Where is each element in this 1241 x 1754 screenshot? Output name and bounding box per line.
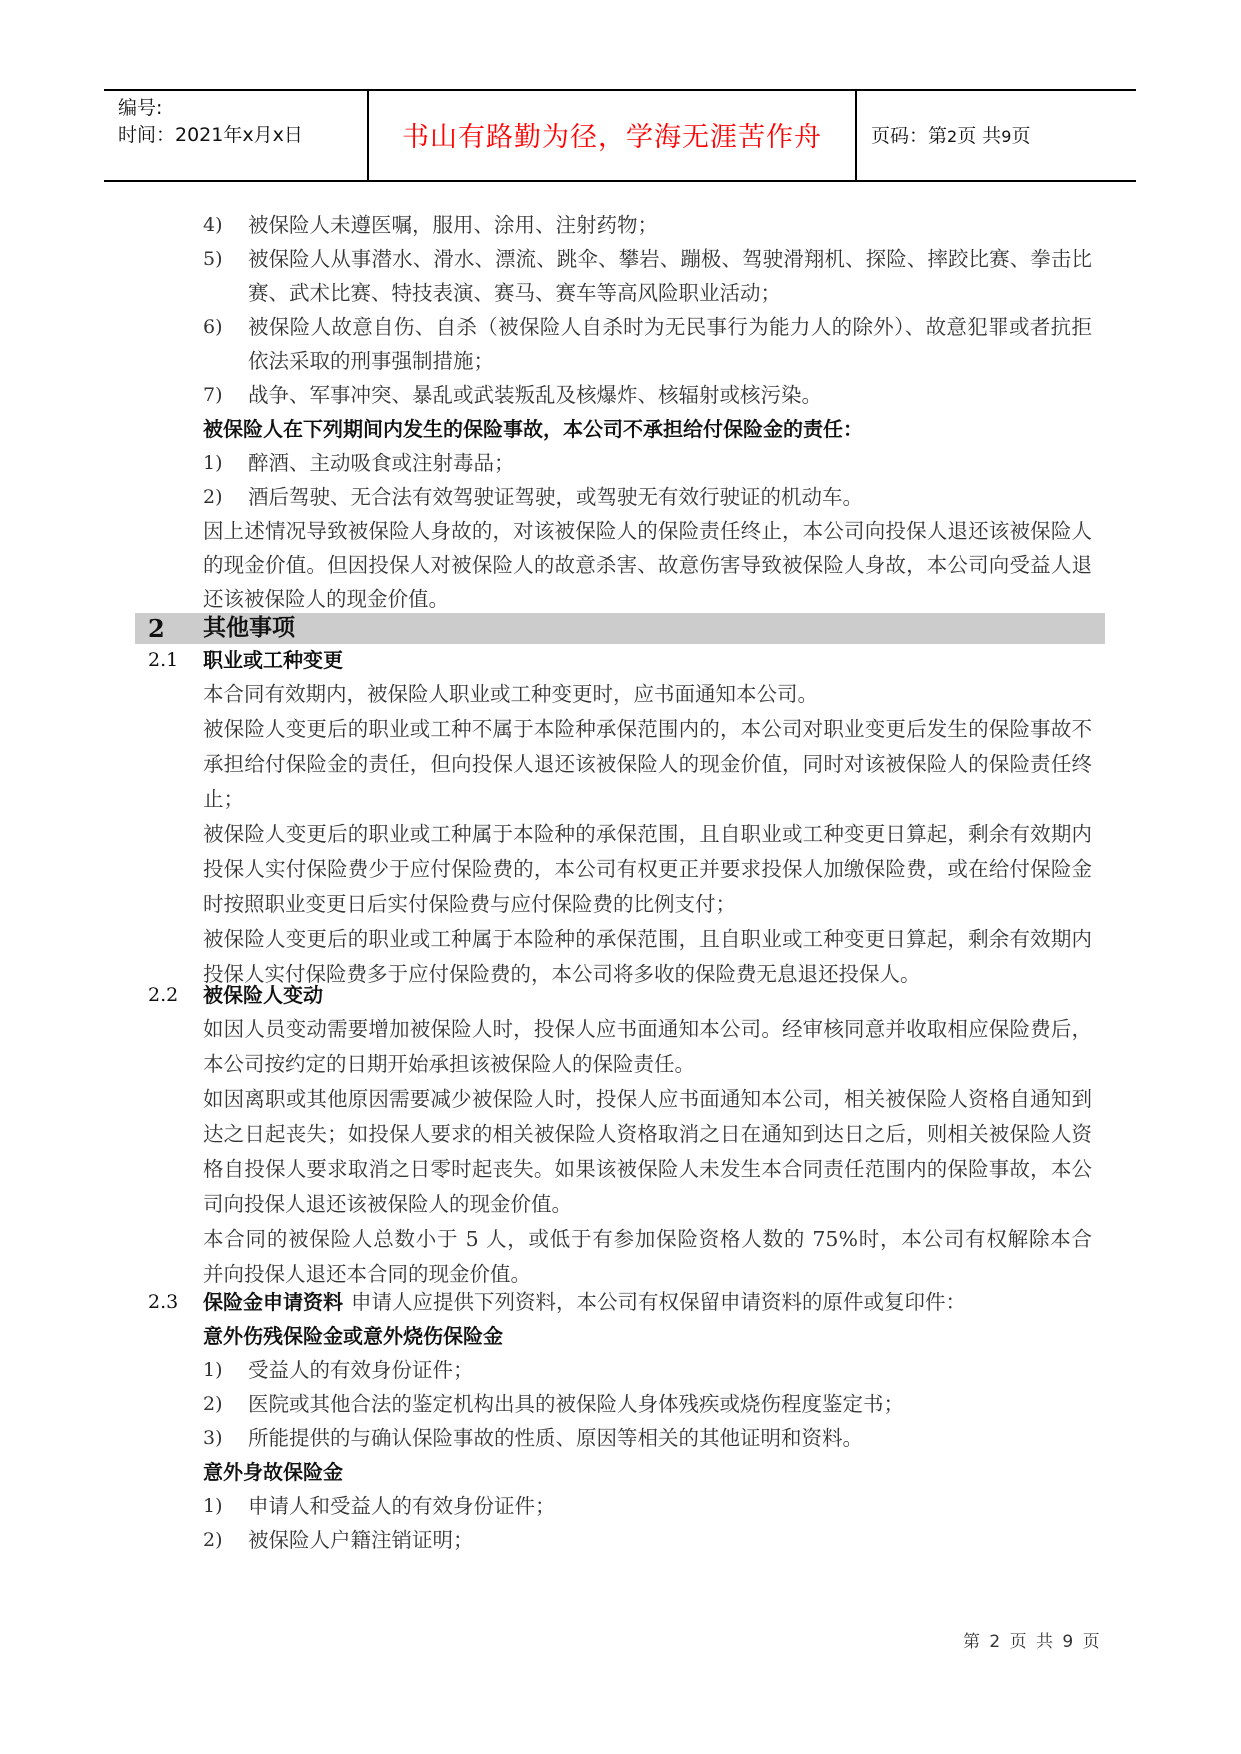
list-item: 酒后驾驶、无合法有效驾驶证驾驶，或驾驶无有效行驶证的机动车。 bbox=[248, 485, 863, 509]
paragraph-line: 止； bbox=[203, 787, 244, 811]
list-item: 战争、军事冲突、暴乱或武装叛乱及核爆炸、核辐射或核污染。 bbox=[248, 383, 822, 407]
list-number: 4) bbox=[203, 214, 223, 236]
list-number: 2) bbox=[203, 1529, 223, 1551]
paragraph-line: 并向投保人退还本合同的现金价值。 bbox=[203, 1262, 531, 1286]
paragraph-line: 本合同的被保险人总数小于 5 人，或低于有参加保险资格人数的 75%时，本公司有权解除本合 bbox=[203, 1227, 1092, 1251]
list-item: 醉酒、主动吸食或注射毒品； bbox=[248, 451, 515, 475]
list-item: 受益人的有效身份证件； bbox=[248, 1358, 474, 1382]
header-divider bbox=[855, 91, 857, 180]
page-mid: 页 共 bbox=[957, 125, 1002, 147]
list-item: 被保险人户籍注销证明； bbox=[248, 1528, 474, 1552]
list-number: 7) bbox=[203, 384, 223, 406]
list-number: 2) bbox=[203, 486, 223, 508]
list-number: 1) bbox=[203, 1495, 223, 1517]
paragraph-line: 司向投保人退还该被保险人的现金价值。 bbox=[203, 1192, 572, 1216]
period-exclusion-heading: 被保险人在下列期间内发生的保险事故，本公司不承担给付保险金的责任： bbox=[203, 417, 863, 441]
list-number: 2) bbox=[203, 1393, 223, 1415]
paragraph-line: 本合同有效期内，被保险人职业或工种变更时，应书面通知本公司。 bbox=[203, 682, 818, 706]
paragraph-line: 达之日起丧失；如投保人要求的相关被保险人资格取消之日在通知到达日之后，则相关被保险人资 bbox=[203, 1122, 1092, 1146]
page-suffix: 页 bbox=[1011, 125, 1031, 147]
page-footer: 第 2 页 共 9 页 bbox=[963, 1632, 1100, 1652]
page-prefix: 页码：第 bbox=[871, 125, 948, 147]
subsection-intro: 申请人应提供下列资料，本公司有权保留申请资料的原件或复印件： bbox=[351, 1290, 966, 1314]
paragraph-line: 时按照职业变更日后实付保险费与应付保险费的比例支付； bbox=[203, 892, 736, 916]
list-number: 1) bbox=[203, 1359, 223, 1381]
list-item: 被保险人未遵医嘱，服用、涂用、注射药物； bbox=[248, 213, 658, 237]
list-number: 6) bbox=[203, 316, 223, 338]
section-title: 其他事项 bbox=[203, 615, 295, 641]
paragraph-line: 被保险人变更后的职业或工种不属于本险种承保范围内的，本公司对职业变更后发生的保险事故不 bbox=[203, 717, 1092, 741]
list-item: 申请人和受益人的有效身份证件； bbox=[248, 1494, 556, 1518]
subsection-number: 2.1 bbox=[148, 649, 179, 671]
header-page-info bbox=[871, 121, 1030, 148]
paragraph-line: 投保人实付保险费少于应付保险费的，本公司有权更正并要求投保人加缴保险费，或在给付保险金 bbox=[203, 857, 1092, 881]
section-heading-bar bbox=[135, 613, 1105, 644]
note-paragraph-line: 因上述情况导致被保险人身故的，对该被保险人的保险责任终止，本公司向投保人退还该被保险人 bbox=[203, 519, 1092, 543]
paragraph-line: 投保人实付保险费多于应付保险费的，本公司将多收的保险费无息退还投保人。 bbox=[203, 962, 921, 986]
header-motto: 书山有路勤为径，学海无涯苦作舟 bbox=[402, 122, 822, 153]
document-code-label: 编号: bbox=[118, 97, 163, 119]
list-number: 3) bbox=[203, 1427, 223, 1449]
list-item: 医院或其他合法的鉴定机构出具的被保险人身体残疾或烧伤程度鉴定书； bbox=[248, 1392, 904, 1416]
section-number: 2 bbox=[148, 614, 165, 643]
page-current: 2 bbox=[947, 127, 958, 146]
subsection-number: 2.3 bbox=[148, 1291, 179, 1313]
list-item-continuation: 依法采取的刑事强制措施； bbox=[248, 349, 494, 373]
subsection-title: 职业或工种变更 bbox=[203, 648, 343, 672]
list-item: 被保险人故意自伤、自杀（被保险人自杀时为无民事行为能力人的除外）、故意犯罪或者抗拒 bbox=[248, 315, 1092, 339]
page-total: 9 bbox=[1001, 127, 1012, 146]
list-item: 被保险人从事潜水、滑水、漂流、跳伞、攀岩、蹦极、驾驶滑翔机、探险、摔跤比赛、拳击比 bbox=[248, 247, 1092, 271]
list-item: 所能提供的与确认保险事故的性质、原因等相关的其他证明和资料。 bbox=[248, 1426, 863, 1450]
paragraph-line: 格自投保人要求取消之日零时起丧失。如果该被保险人未发生本合同责任范围内的保险事故，本公 bbox=[203, 1157, 1092, 1181]
paragraph-line: 被保险人变更后的职业或工种属于本险种的承保范围，且自职业或工种变更日算起，剩余有效期内 bbox=[203, 927, 1092, 951]
claim-group-heading: 意外伤残保险金或意外烧伤保险金 bbox=[203, 1324, 503, 1348]
paragraph-line: 如因人员变动需要增加被保险人时，投保人应书面通知本公司。经审核同意并收取相应保险费后， bbox=[203, 1017, 1092, 1041]
claim-group-heading: 意外身故保险金 bbox=[203, 1460, 343, 1484]
note-paragraph-line: 的现金价值。但因投保人对被保险人的故意杀害、故意伤害导致被保险人身故，本公司向受益人退 bbox=[203, 553, 1092, 577]
list-item-continuation: 赛、武术比赛、特技表演、赛马、赛车等高风险职业活动； bbox=[248, 281, 781, 305]
document-date-label: 时间：2021年x月x日 bbox=[118, 124, 303, 146]
paragraph-line: 本公司按约定的日期开始承担该被保险人的保险责任。 bbox=[203, 1052, 695, 1076]
paragraph-line: 被保险人变更后的职业或工种属于本险种的承保范围，且自职业或工种变更日算起，剩余有效期内 bbox=[203, 822, 1092, 846]
paragraph-line: 如因离职或其他原因需要减少被保险人时，投保人应书面通知本公司，相关被保险人资格自通知到 bbox=[203, 1087, 1092, 1111]
subsection-title: 被保险人变动 bbox=[203, 983, 323, 1007]
list-number: 5) bbox=[203, 248, 223, 270]
subsection-title: 保险金申请资料 bbox=[203, 1290, 343, 1314]
subsection-title-line bbox=[203, 1289, 966, 1315]
subsection-number: 2.2 bbox=[148, 984, 179, 1006]
note-paragraph-line: 还该被保险人的现金价值。 bbox=[203, 587, 449, 611]
document-header bbox=[104, 89, 1136, 182]
list-number: 1) bbox=[203, 452, 223, 474]
paragraph-line: 承担给付保险金的责任，但向投保人退还该被保险人的现金价值，同时对该被保险人的保险责任终 bbox=[203, 752, 1092, 776]
